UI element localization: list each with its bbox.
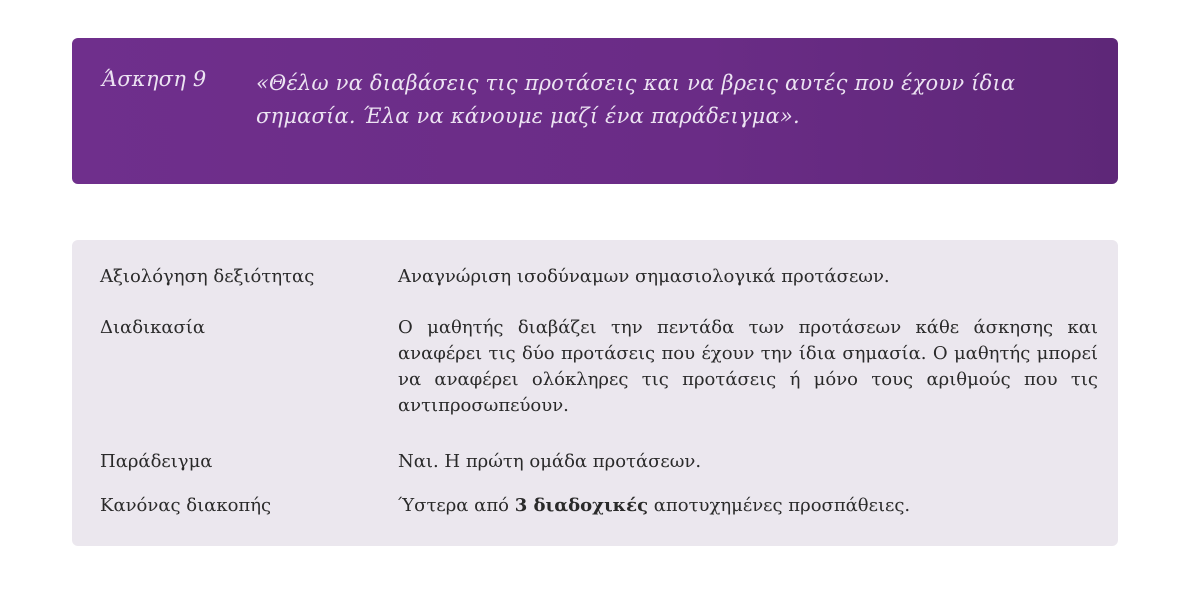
info-label-stop-rule: Κανόνας διακοπής bbox=[100, 495, 272, 516]
exercise-header bbox=[72, 38, 1118, 184]
info-label-assessment: Αξιολόγηση δεξιότητας bbox=[100, 266, 315, 287]
info-value-example: Ναι. Η πρώτη ομάδα προτάσεων. bbox=[398, 451, 702, 472]
info-value-assessment: Αναγνώριση ισοδύναμων σημασιολογικά προτάσεων. bbox=[398, 266, 890, 287]
stop-rule-text-after: αποτυχημένες προσπάθειες. bbox=[648, 495, 911, 516]
exercise-info-box bbox=[72, 240, 1118, 546]
info-label-procedure: Διαδικασία bbox=[100, 317, 206, 338]
exercise-instruction: «Θέλω να διαβάσεις τις προτάσεις και να βρεις αυτές που έχουν ίδια σημασία. Έλα να κάνουμε μαζί ένα παράδειγμα». bbox=[256, 71, 1016, 128]
exercise-label: Άσκηση 9 bbox=[102, 67, 207, 91]
info-value-stop-rule bbox=[398, 493, 1098, 519]
stop-rule-bold-text: 3 διαδοχικές bbox=[514, 495, 649, 516]
info-value-procedure: Ο μαθητής διαβάζει την πεντάδα των προτάσεων κάθε άσκησης και αναφέρει τις δύο προτάσεις που έχουν την ίδια σημασία. Ο μαθητής μπορεί να αναφέρει ολόκληρες τις προτάσεις ή μόνο τους αριθμούς που τις αντιπροσωπεύουν. bbox=[398, 317, 1098, 416]
info-label-example: Παράδειγμα bbox=[100, 451, 213, 472]
stop-rule-text-before: Ύστερα από bbox=[398, 495, 515, 516]
